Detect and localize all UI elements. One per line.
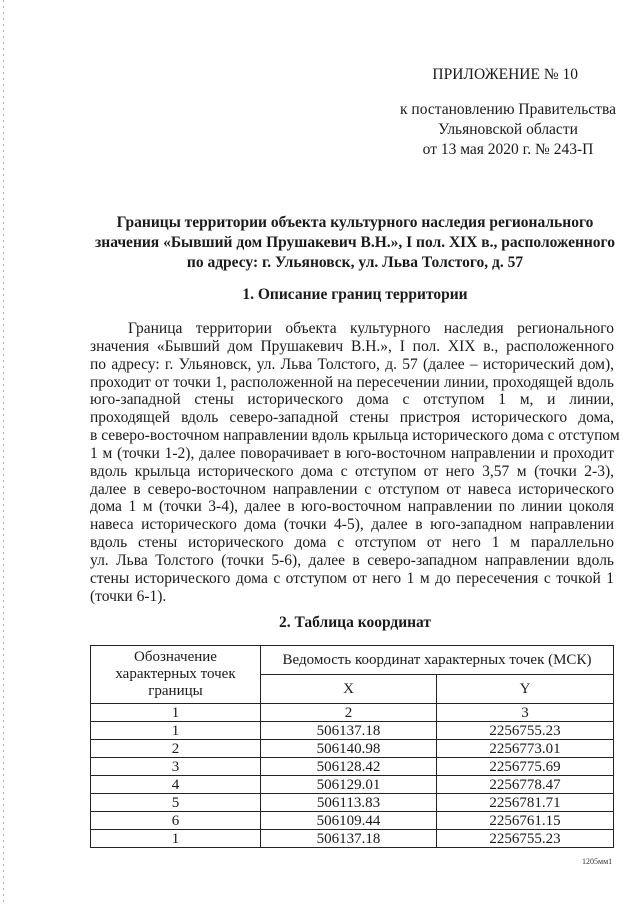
description-line: по адресу: г. Ульяновск, ул. Льва Толстого, д. 57 (далее – исторический дом), [90, 355, 614, 373]
description-line: 1 м (точки 1-2), далее поворачивает в юго-восточном направлении и проходит [90, 444, 614, 462]
coordinates-table [90, 645, 614, 848]
y-cell: 2256755.23 [437, 830, 614, 848]
table-row [91, 794, 614, 812]
description-line: стены исторического дома с отступом от него 1 м до пересечения с точкой 1 [90, 569, 614, 587]
document-title [90, 213, 620, 273]
column-number-row [91, 704, 614, 722]
x-cell: 506109.44 [261, 812, 437, 830]
description-line: проходящей вдоль северо-западной стены пристроя исторического дома, [90, 409, 614, 427]
y-cell: 2256761.15 [437, 812, 614, 830]
x-header-cell: X [261, 675, 437, 704]
table-row [91, 758, 614, 776]
resolution-line: от 13 мая 2020 г. № 243-П [422, 141, 594, 158]
description-line: вдоль крыльца исторического дома с отступом от него 3,57 м (точки 2-3), [90, 462, 614, 480]
description-line: проходит от точки 1, расположенной на пересечении линии, проходящей вдоль [90, 373, 614, 391]
designation-header-line: границы [148, 683, 203, 699]
resolution-line: Ульяновской области [438, 121, 578, 138]
y-header-cell: Y [437, 675, 614, 704]
column-number-cell: 3 [437, 704, 614, 722]
resolution-line: к постановлению Правительства [400, 101, 616, 118]
point-cell: 3 [91, 758, 261, 776]
point-cell: 2 [91, 740, 261, 758]
x-cell: 506128.42 [261, 758, 437, 776]
description-line: дома 1 м (точки 3-4), далее в юго-восточном направлении по линии цоколя [90, 498, 614, 516]
resolution-reference [400, 100, 616, 160]
y-cell: 2256781.71 [437, 794, 614, 812]
y-cell: 2256755.23 [437, 722, 614, 740]
point-cell: 1 [91, 722, 261, 740]
scan-edge-line [3, 0, 4, 905]
designation-header-line: Обозначение [134, 649, 217, 665]
x-cell: 506137.18 [261, 830, 437, 848]
designation-header-line: характерных точек [115, 666, 236, 682]
x-cell: 506129.01 [261, 776, 437, 794]
column-number-cell: 1 [91, 704, 261, 722]
description-line: в северо-восточном направлении вдоль крыльца исторического дома с отступом [90, 427, 620, 445]
title-line: значения «Бывший дом Прушакевич В.Н.», I пол. XIX в., расположенного [95, 234, 615, 251]
table-row [91, 740, 614, 758]
description-line: вдоль стены исторического дома с отступом от него 1 м параллельно [90, 534, 614, 552]
x-cell: 506113.83 [261, 794, 437, 812]
description-line: далее в северо-восточном направлении с отступом от навеса исторического [90, 480, 614, 498]
description-line: Граница территории объекта культурного наследия регионального [128, 320, 614, 337]
x-cell: 506137.18 [261, 722, 437, 740]
point-cell: 5 [91, 794, 261, 812]
boundary-description [90, 320, 620, 606]
point-cell: 6 [91, 812, 261, 830]
section-2-heading: 2. Таблица координат [278, 614, 432, 631]
y-cell: 2256775.69 [437, 758, 614, 776]
designation-header-cell [91, 646, 261, 704]
point-cell: 4 [91, 776, 261, 794]
statement-header-cell: Ведомость координат характерных точек (МСК) [261, 646, 614, 675]
x-cell: 506140.98 [261, 740, 437, 758]
section-1-heading: 1. Описание границ территории [242, 286, 468, 303]
description-line: юго-западной стены исторического дома с отступом 1 м, и линии, [90, 391, 614, 409]
description-line: ул. Льва Толстого (точки 5-6), далее в северо-западном направлении вдоль [90, 551, 614, 569]
title-line: Границы территории объекта культурного наследия регионального [116, 214, 594, 231]
table-header-row [91, 646, 614, 675]
title-line: по адресу: г. Ульяновск, ул. Льва Толстого, д. 57 [186, 254, 524, 271]
appendix-label: ПРИЛОЖЕНИЕ № 10 [432, 66, 578, 83]
table-row [91, 812, 614, 830]
y-cell: 2256773.01 [437, 740, 614, 758]
table-row [91, 830, 614, 848]
description-line: значения «Бывший дом Прушакевич В.Н.», I пол. XIX в., расположенного [90, 337, 614, 355]
y-cell: 2256778.47 [437, 776, 614, 794]
point-cell: 1 [91, 830, 261, 848]
table-row [91, 776, 614, 794]
column-number-cell: 2 [261, 704, 437, 722]
table-row [91, 722, 614, 740]
description-line: (точки 6-1). [90, 587, 167, 605]
page-code-mark: 1205мм1 [582, 857, 613, 866]
description-line: навеса исторического дома (точки 4-5), далее в юго-западном направлении [90, 516, 614, 534]
